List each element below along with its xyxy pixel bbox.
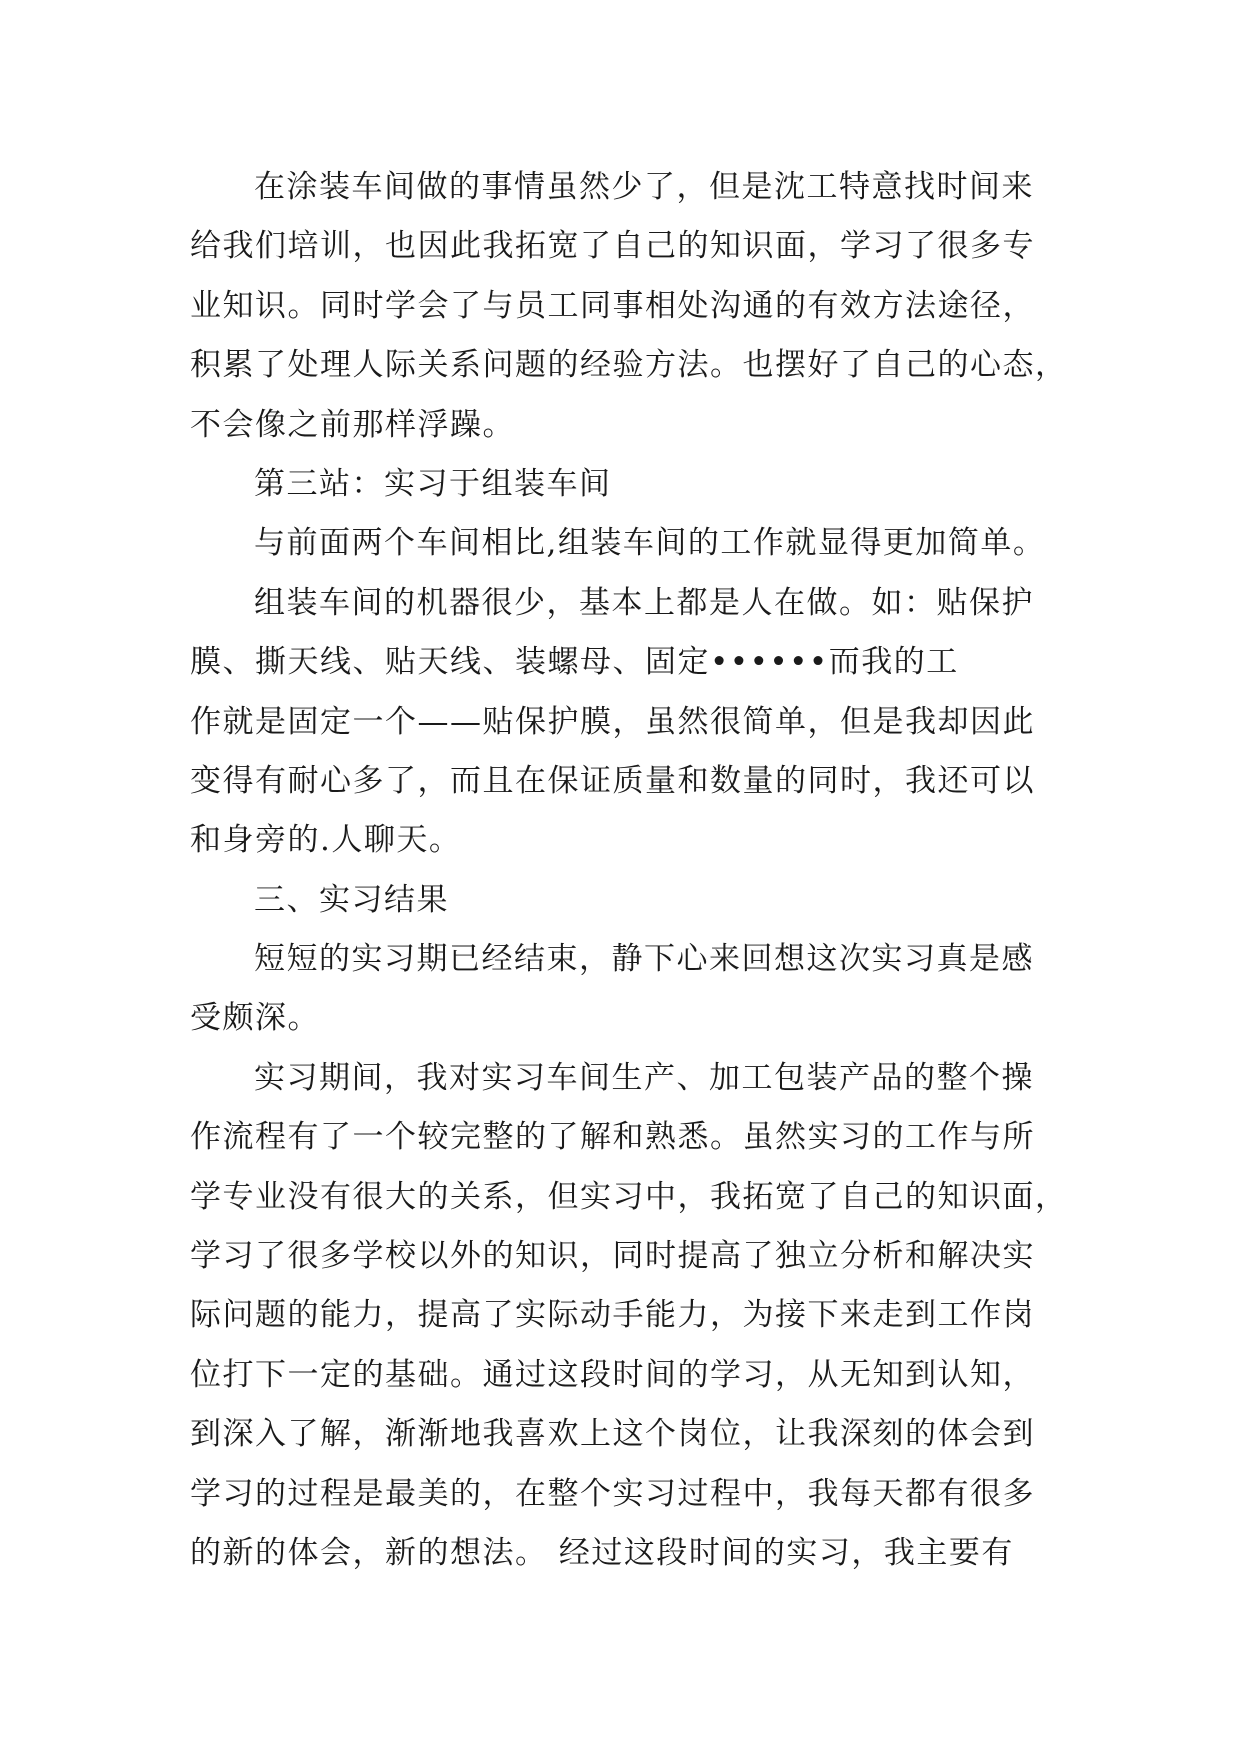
text-line: 学习了很多学校以外的知识，同时提高了独立分析和解决实 <box>190 1238 1035 1275</box>
section-heading-station-three: 第三站：实习于组装车间 <box>254 465 612 502</box>
body-text <box>190 158 1070 1583</box>
text-line: 与前面两个车间相比,组装车间的工作就显得更加简单。 <box>254 525 1046 562</box>
text-line: 作流程有了一个较完整的了解和熟悉。虽然实习的工作与所 <box>190 1119 1035 1156</box>
text-line: 和身旁的.人聊天。 <box>190 822 462 859</box>
text-line: 到深入了解，渐渐地我喜欢上这个岗位，让我深刻的体会到 <box>190 1416 1035 1453</box>
text-line: 给我们培训，也因此我拓宽了自己的知识面，学习了很多专 <box>190 228 1035 265</box>
text-line: 变得有耐心多了，而且在保证质量和数量的同时，我还可以 <box>190 762 1035 799</box>
text-line: 膜、撕天线、贴天线、装螺母、固定••••••而我的工 <box>190 644 959 681</box>
text-line: 作就是固定一个——贴保护膜，虽然很简单，但是我却因此 <box>190 703 1035 740</box>
text-line: 学专业没有很大的关系，但实习中，我拓宽了自己的知识面， <box>190 1178 1068 1215</box>
text-line: 受颇深。 <box>190 1000 320 1037</box>
text-line: 在涂装车间做的事情虽然少了，但是沈工特意找时间来 <box>254 169 1034 205</box>
text-line: 际问题的能力，提高了实际动手能力，为接下来走到工作岗 <box>190 1297 1035 1334</box>
section-heading-results: 三、实习结果 <box>254 881 449 918</box>
text-line: 实习期间，我对实习车间生产、加工包装产品的整个操 <box>254 1059 1034 1096</box>
text-line: 积累了处理人际关系问题的经验方法。也摆好了自己的心态， <box>190 347 1068 384</box>
text-line: 位打下一定的基础。通过这段时间的学习，从无知到认知， <box>190 1356 1035 1393</box>
text-line: 学习的过程是最美的，在整个实习过程中，我每天都有很多 <box>190 1475 1035 1512</box>
text-line: 短短的实习期已经结束，静下心来回想这次实习真是感 <box>254 941 1034 978</box>
text-line: 组装车间的机器很少，基本上都是人在做。如：贴保护 <box>254 584 1034 621</box>
text-line: 业知识。同时学会了与员工同事相处沟通的有效方法途径， <box>190 287 1035 324</box>
text-line: 的新的体会，新的想法。 经过这段时间的实习，我主要有 <box>190 1534 1014 1571</box>
text-line: 不会像之前那样浮躁。 <box>190 406 515 443</box>
